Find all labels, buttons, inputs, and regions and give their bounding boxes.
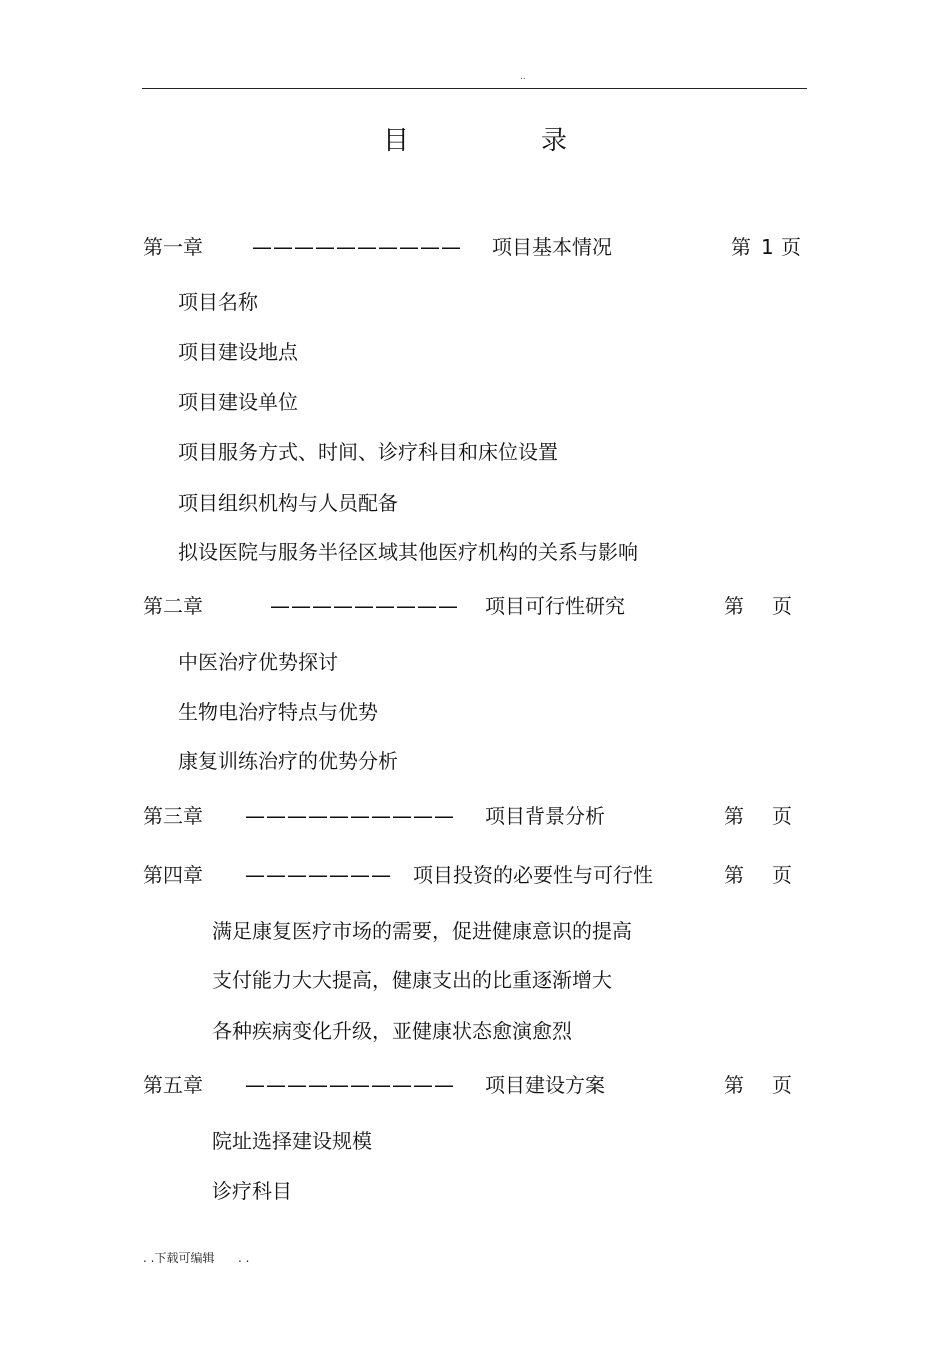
chapter-label: 第四章 xyxy=(143,863,203,887)
page-prefix: 第 xyxy=(731,235,751,259)
chapter-leader: —————————— xyxy=(245,1073,455,1097)
chapter-label: 第五章 xyxy=(143,1073,203,1097)
chapter-leader: —————————— xyxy=(252,235,462,259)
toc-item: 项目建设单位 xyxy=(178,390,298,414)
toc-item: 诊疗科目 xyxy=(212,1179,292,1203)
toc-item: 各种疾病变化升级，亚健康状态愈演愈烈 xyxy=(212,1019,572,1043)
toc-item: 生物电治疗特点与优势 xyxy=(178,700,378,724)
chapter-title: 项目可行性研究 xyxy=(485,594,625,618)
chapter-label: 第三章 xyxy=(143,804,203,828)
toc-item: 项目组织机构与人员配备 xyxy=(178,491,398,515)
toc-item: 项目服务方式、时间、诊疗科目和床位设置 xyxy=(178,440,558,464)
footer-right: . . xyxy=(238,1251,250,1265)
footer-left: . .下载可编辑 xyxy=(143,1251,215,1265)
page-prefix: 第 xyxy=(724,1073,744,1097)
chapter-title: 项目背景分析 xyxy=(485,804,605,828)
chapter-label: 第一章 xyxy=(143,235,203,259)
page-suffix: 页 xyxy=(772,804,792,828)
toc-item: 拟设医院与服务半径区域其他医疗机构的关系与影响 xyxy=(178,540,638,564)
chapter-title: 项目建设方案 xyxy=(485,1073,605,1097)
toc-title-char-1: 目 xyxy=(383,126,410,156)
toc-item: 中医治疗优势探讨 xyxy=(178,650,338,674)
toc-item: 康复训练治疗的优势分析 xyxy=(178,749,398,773)
page-suffix: 页 xyxy=(772,594,792,618)
header-rule xyxy=(142,88,807,89)
toc-item: 项目建设地点 xyxy=(178,340,298,364)
page-suffix: 页 xyxy=(772,863,792,887)
page-prefix: 第 xyxy=(724,804,744,828)
page-prefix: 第 xyxy=(724,863,744,887)
page-prefix: 第 xyxy=(724,594,744,618)
chapter-leader: —————————— xyxy=(245,804,455,828)
toc-item: 满足康复医疗市场的需要，促进健康意识的提高 xyxy=(212,919,632,943)
chapter-label: 第二章 xyxy=(143,594,203,618)
toc-item: 支付能力大大提高，健康支出的比重逐渐增大 xyxy=(212,968,612,992)
chapter-leader: ——————— xyxy=(245,863,392,887)
page-suffix: 页 xyxy=(772,1073,792,1097)
page-number: 1 xyxy=(761,235,774,259)
header-mark: .. xyxy=(520,72,526,82)
toc-item: 项目名称 xyxy=(178,290,258,314)
page-suffix: 页 xyxy=(781,235,801,259)
toc-item: 院址选择建设规模 xyxy=(212,1129,372,1153)
chapter-title: 项目投资的必要性与可行性 xyxy=(413,863,653,887)
toc-title-char-2: 录 xyxy=(541,126,568,156)
chapter-title: 项目基本情况 xyxy=(492,235,612,259)
chapter-leader: ————————— xyxy=(270,594,459,618)
